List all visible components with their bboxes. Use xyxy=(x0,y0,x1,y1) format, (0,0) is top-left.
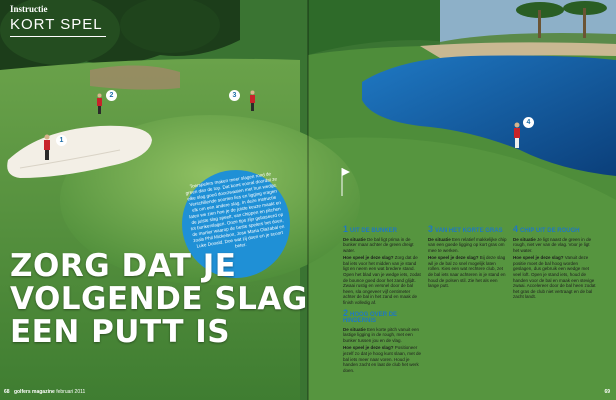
headline-line-1: ZORG DAT JE xyxy=(10,248,237,284)
footer-left xyxy=(4,389,85,395)
section-label: Instructie xyxy=(10,4,48,14)
section-heading-2: 2 HOOG OVER DE HINDERNIS xyxy=(343,307,398,325)
headline xyxy=(10,250,308,349)
photo-marker-4: 4 xyxy=(523,117,534,128)
photo-marker-1: 1 xyxy=(56,135,67,146)
section-heading-1: 1 UIT DE BUNKER xyxy=(343,224,398,234)
section-4-howto: Hoe speel je deze slag? Vanuit deze positie moet de bal hoog worden geslagen, dus gebruik een wedge met veel loft. Open je stand iets, houd de handen voor de bal en maak een stevige zwaai. Accelereer door de bal heen zodat het gras de club niet vertraagt en de bal zacht landt. xyxy=(513,255,596,300)
text-column-1 xyxy=(343,226,423,375)
section-heading-4: 4 CHIP UIT DE ROUGH xyxy=(513,224,580,234)
section-3-howto: Hoe speel je deze slag? Bij deze slag wil je de bal zo snel mogelijk laten rollen. Kies een wat rechtere club, zet de bal iets naar achteren in je stand en houd de polsen stil. Zie het als een lange putt. xyxy=(428,255,506,289)
photo-marker-3: 3 xyxy=(229,90,240,101)
text-column-3 xyxy=(513,226,597,302)
issue-date: februari 2011 xyxy=(56,389,86,395)
magazine-name: golfers magazine xyxy=(13,389,55,395)
section-2-situation: De situatie Een korte pitch vanuit een lastige ligging in de rough, met een bunker tussen jou en de vlag. xyxy=(343,326,420,343)
section-1-howto: Hoe speel je deze slag? Zorg dat de bal iets voor het midden van je stand ligt en neem een wat bredere stand. Open het blad van je wedge iets, zodat de bounce goed door het zand glijdt. Zwaai rustig en versnel door de bal heen, sla ongeveer vijf centimeter achter de bal in het zand en maak de finish volledig af. xyxy=(343,255,421,306)
intro-text: Toerspelers maken meer slagen rond de green dan de top. Dat komt vooral doordat ze elke slag goed doorzwaaien met hun wedge. Verschillende soorten lies en ligging vragen elk om een andere slag. In deze instructie laten we zien hoe je de juiste keuze maakt en de juiste slag speelt, van chippen en pitchen tot bunkerslagen. Onze tips zijn gebaseerd op de manier waarop de beste spelers het doen, zoals Phil Mickelson, Jose Maria Olazabal en Luke Donald. Doe wat zij doen en je scoort beter. xyxy=(185,171,285,249)
section-heading-3: 3 VAN HET KORTE GRAS xyxy=(428,224,503,234)
section-2-howto: Hoe speel je deze slag? Positioneer jezelf zo dat je hoog kunt slaan, met de bal iets meer naar voren. Houd je handen zacht en laat de club het werk doen. xyxy=(343,345,422,373)
headline-line-3: EEN PUTT IS xyxy=(10,314,231,350)
page-number-left: 68 xyxy=(4,389,10,395)
text-column-2 xyxy=(428,226,508,291)
headline-line-2: VOLGENDE SLAG xyxy=(10,281,308,317)
section-3-situation: De situatie Een relatief makkelijke chip van een goede ligging op kort gras om mee te werken. xyxy=(428,236,507,253)
title-divider xyxy=(10,36,106,37)
section-4-situation: De situatie Je ligt naast de green in de rough, niet ver van de vlag. Voor je ligt het water. xyxy=(513,236,592,253)
photo-marker-2: 2 xyxy=(106,90,117,101)
section-1-situation: De situatie De bal ligt prima in de bunker maar achter de green dreigt water. xyxy=(343,236,414,253)
page-title: KORT SPEL xyxy=(10,16,103,33)
page-number-right: 69 xyxy=(604,389,610,395)
